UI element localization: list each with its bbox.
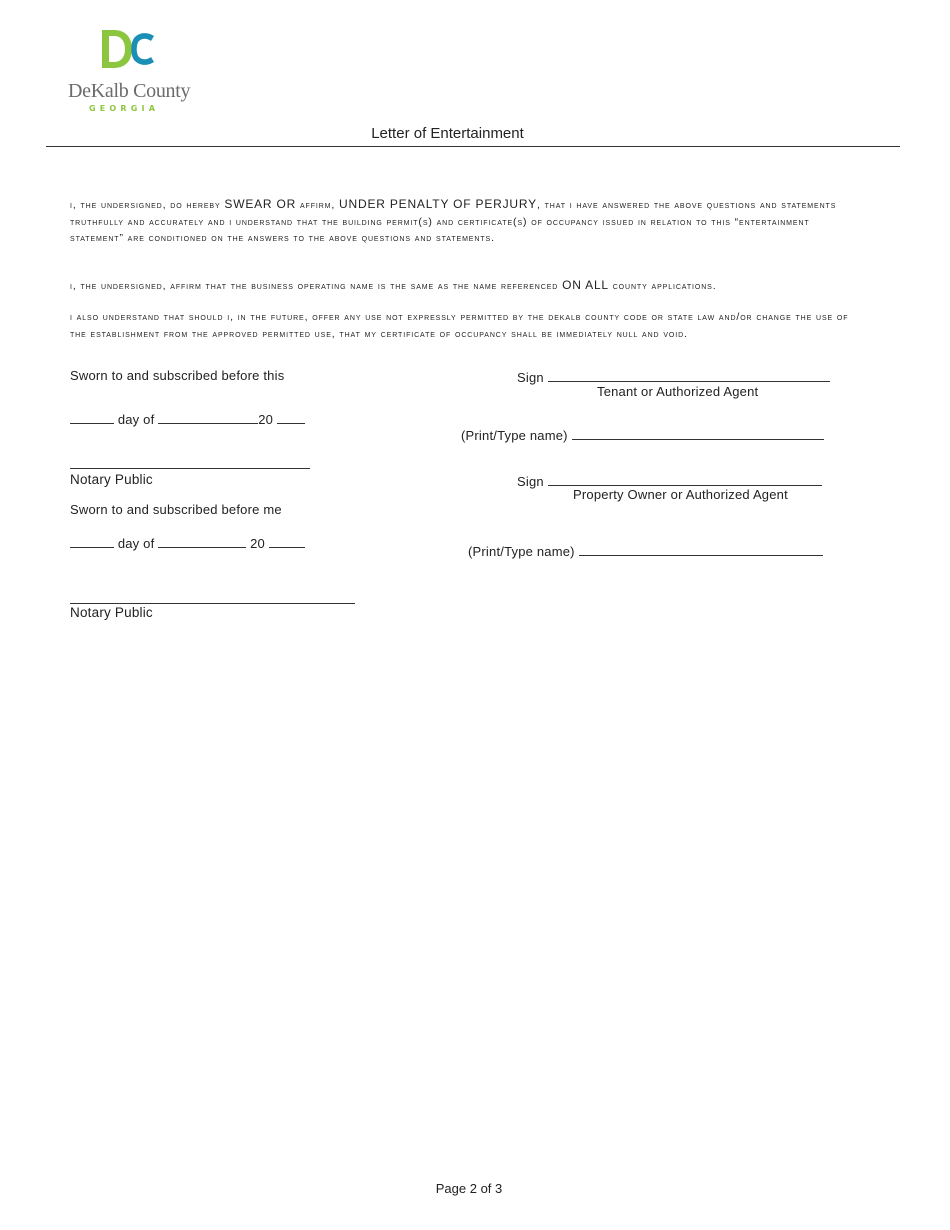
oath-text-1: i, the undersigned, do hereby bbox=[70, 199, 225, 211]
business-text-2: county applications. bbox=[608, 280, 717, 292]
owner-signature-blank[interactable] bbox=[548, 472, 822, 486]
tenant-print-name-line bbox=[461, 426, 824, 443]
certificate-paragraph bbox=[70, 309, 860, 342]
page-number: Page 2 of 3 bbox=[435, 1181, 503, 1196]
dc-logo-mark bbox=[100, 28, 176, 72]
certificate-text: i also understand that should i, in the future, offer any use not expressly permitted by the dekalb county code or state law and/or change the use of the establishment from the approved permitted use, that my certificate of occupancy shall be immediately null and void. bbox=[70, 311, 849, 340]
sworn-before-me-label: Sworn to and subscribed before me bbox=[70, 502, 282, 517]
oath-text-2: affirm, bbox=[296, 199, 340, 211]
business-emphasis: ON ALL bbox=[562, 278, 609, 292]
notary-date-line-2 bbox=[70, 534, 305, 551]
title-divider bbox=[46, 146, 900, 147]
tenant-caption: Tenant or Authorized Agent bbox=[597, 384, 759, 399]
sign-label-2: Sign bbox=[517, 474, 544, 489]
oath-emphasis-swear: SWEAR OR bbox=[224, 197, 297, 211]
oath-text-3: , that i have answered the above questions and statements truthfully and accurately and i understand that the building permit(s) and certificate(s) of occupancy issued in relation to this “entertainment statement” are conditioned on the answers to the above questions and statements. bbox=[70, 199, 837, 244]
owner-print-name-blank[interactable] bbox=[579, 542, 823, 556]
month-blank-1[interactable] bbox=[158, 410, 258, 424]
business-text-1: i, the undersigned, affirm that the business operating name is the same as the name referenced bbox=[70, 280, 563, 292]
print-name-label-1: (Print/Type name) bbox=[461, 428, 568, 443]
page-title: Letter of Entertainment bbox=[371, 125, 524, 142]
oath-paragraph bbox=[70, 196, 860, 247]
owner-print-name-line bbox=[468, 542, 823, 559]
notary-public-label-1: Notary Public bbox=[70, 472, 153, 487]
day-of-label-2: day of bbox=[117, 536, 155, 551]
notary-signature-line-1[interactable] bbox=[70, 468, 310, 469]
business-name-paragraph bbox=[70, 277, 860, 295]
sign-label-1: Sign bbox=[517, 370, 544, 385]
oath-emphasis-perjury: UNDER PENALTY OF PERJURY bbox=[339, 197, 537, 211]
year-prefix-2: 20 bbox=[250, 536, 265, 551]
year-blank-2[interactable] bbox=[269, 534, 305, 548]
year-prefix-1: 20 bbox=[258, 412, 274, 427]
logo-state-name: GEORGIA bbox=[89, 104, 160, 113]
sworn-before-this-label: Sworn to and subscribed before this bbox=[70, 368, 285, 383]
year-blank-1[interactable] bbox=[277, 410, 305, 424]
day-blank-1[interactable] bbox=[70, 410, 114, 424]
logo-county-name: DeKalb County bbox=[68, 80, 191, 102]
owner-caption: Property Owner or Authorized Agent bbox=[573, 487, 788, 502]
print-name-label-2: (Print/Type name) bbox=[468, 544, 575, 559]
tenant-sign-line bbox=[517, 368, 830, 385]
day-of-label-1: day of bbox=[117, 412, 155, 427]
tenant-signature-blank[interactable] bbox=[548, 368, 830, 382]
dekalb-county-logo bbox=[64, 28, 191, 118]
tenant-print-name-blank[interactable] bbox=[572, 426, 824, 440]
notary-public-label-2: Notary Public bbox=[70, 605, 153, 620]
notary-signature-line-2[interactable] bbox=[70, 603, 355, 604]
month-blank-2[interactable] bbox=[158, 534, 246, 548]
day-blank-2[interactable] bbox=[70, 534, 114, 548]
notary-date-line-1 bbox=[70, 410, 305, 427]
